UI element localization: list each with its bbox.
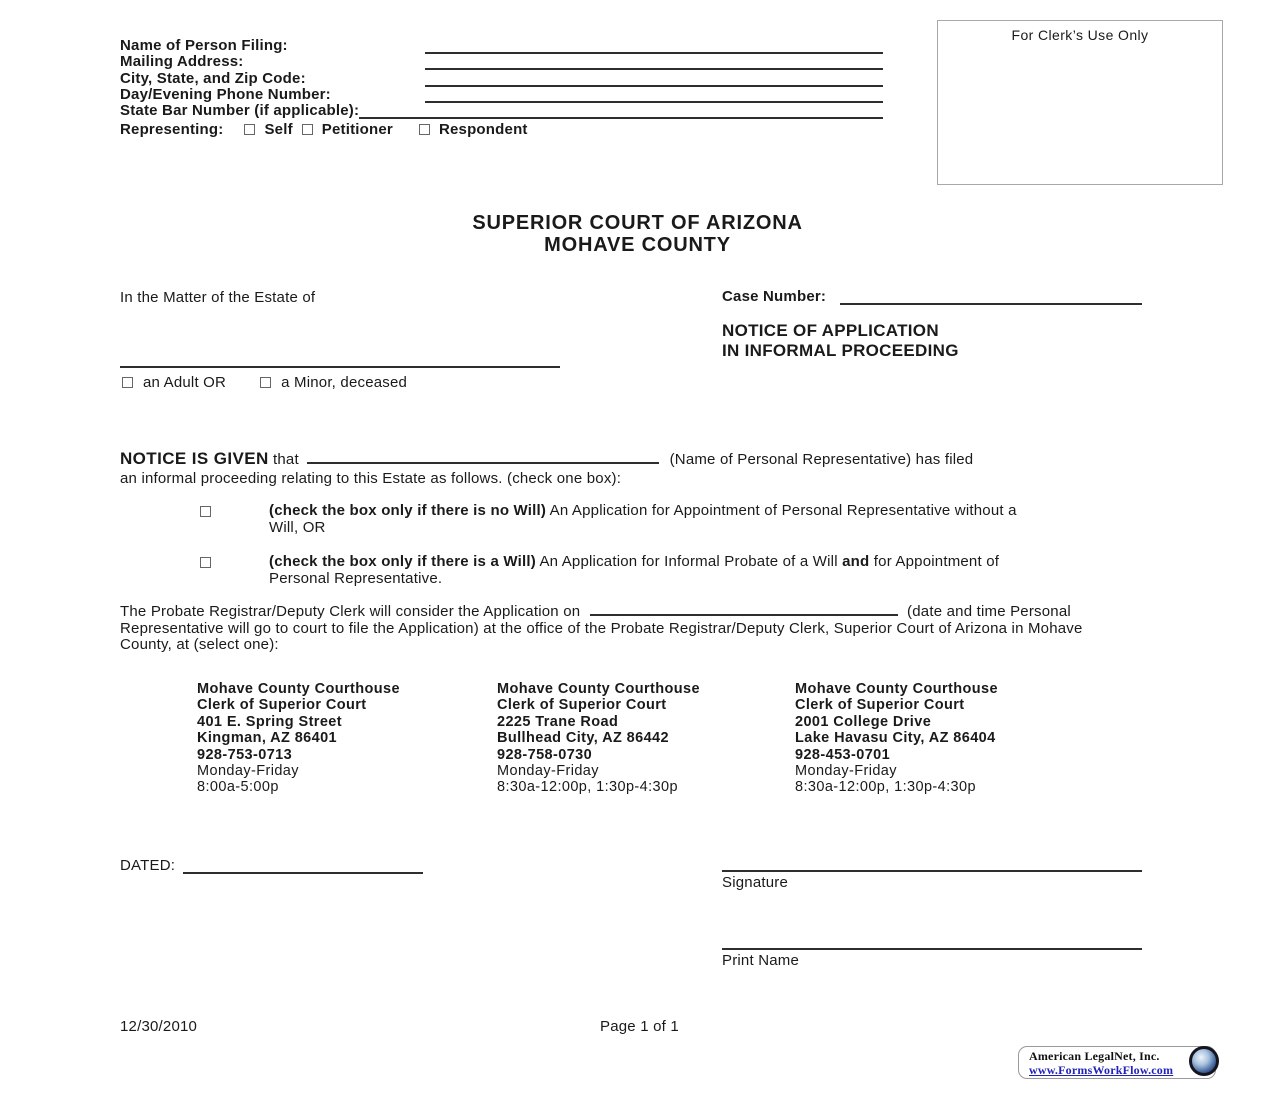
representing-self-label: Self <box>264 120 293 138</box>
courthouse-dept: Clerk of Superior Court <box>497 697 667 714</box>
footer-date: 12/30/2010 <box>120 1018 198 1035</box>
notice-line2: an informal proceeding relating to this Estate as follows. (check one box): <box>120 470 622 487</box>
clerk-use-box <box>937 20 1223 185</box>
signature-block <box>722 853 1142 891</box>
courthouse-dept: Clerk of Superior Court <box>795 697 965 714</box>
probate-paragraph <box>120 601 1136 654</box>
phone-number-label: Day/Evening Phone Number: <box>120 85 331 103</box>
minor-option-label: a Minor, deceased <box>281 374 408 391</box>
representing-respondent-label: Respondent <box>438 120 528 138</box>
notice-that: that <box>273 451 299 468</box>
field-row <box>120 103 883 119</box>
court-name: SUPERIOR COURT OF ARIZONA <box>472 212 803 234</box>
dated-row <box>120 857 423 874</box>
field-row <box>120 38 883 54</box>
state-bar-number-input[interactable] <box>359 103 883 119</box>
option-no-will-row <box>120 502 1029 536</box>
courthouse-name: Mohave County Courthouse <box>197 681 400 697</box>
courthouse-name: Mohave County Courthouse <box>497 681 700 697</box>
courthouse-street: 2225 Trane Road <box>497 713 619 730</box>
courthouse-street: 401 E. Spring Street <box>197 713 342 730</box>
field-row <box>120 70 883 86</box>
courthouse-dept: Clerk of Superior Court <box>197 697 367 714</box>
courthouse-days: Monday-Friday <box>497 763 599 780</box>
globe-icon <box>1189 1046 1219 1076</box>
dated-input[interactable] <box>183 858 423 874</box>
courthouse-bullhead <box>497 681 797 796</box>
brand-name: American LegalNet, Inc. <box>1029 1049 1160 1063</box>
document-title-line1: NOTICE OF APPLICATION <box>722 321 939 340</box>
representing-self-checkbox[interactable] <box>244 124 255 135</box>
case-number-input[interactable] <box>840 289 1142 305</box>
field-row <box>120 54 883 70</box>
case-number-label: Case Number: <box>722 288 827 305</box>
no-will-text: An Application for Appointment of Personal Representative without a Will, OR <box>269 502 1017 536</box>
decedent-name-input[interactable] <box>120 352 560 368</box>
courthouse-phone: 928-753-0713 <box>197 746 293 763</box>
print-name-label: Print Name <box>722 952 800 969</box>
no-will-bold-text: (check the box only if there is no Will) <box>269 502 547 519</box>
courthouse-city: Lake Havasu City, AZ 86404 <box>795 730 996 747</box>
option-will-row <box>120 553 1029 587</box>
case-number-row <box>722 288 1142 305</box>
courthouse-phone: 928-453-0701 <box>795 746 891 763</box>
probate-text-2: (date and time Personal Representative will go to court to file the Application) at the office of the Probate Registrar/Deputy Clerk, Superior Court of Arizona in Mohave County, at (select one): <box>120 603 1083 654</box>
representing-petitioner-label: Petitioner <box>321 120 393 138</box>
signature-label: Signature <box>722 874 789 891</box>
courthouse-hours: 8:30a-12:00p, 1:30p-4:30p <box>497 779 678 796</box>
personal-representative-name-input[interactable] <box>307 449 659 464</box>
print-name-input[interactable] <box>722 931 1142 950</box>
brand-url-link[interactable]: www.FormsWorkFlow.com <box>1029 1063 1174 1077</box>
will-text-2: for Appointment of Personal Representative. <box>269 553 1000 587</box>
minor-checkbox[interactable] <box>260 377 271 388</box>
mailing-address-label: Mailing Address: <box>120 53 244 71</box>
city-state-zip-label: City, State, and Zip Code: <box>120 69 306 87</box>
clerk-use-title: For Clerk’s Use Only <box>1011 27 1149 43</box>
representing-petitioner-checkbox[interactable] <box>302 124 313 135</box>
will-bold-text: (check the box only if there is a Will) <box>269 553 536 570</box>
probate-text-1: The Probate Registrar/Deputy Clerk will consider the Application on <box>120 603 581 620</box>
filing-info-block <box>120 38 883 138</box>
notice-after-blank: (Name of Personal Representative) has filed <box>669 451 974 468</box>
document-title <box>722 321 959 360</box>
american-legalnet-badge <box>1018 1046 1216 1079</box>
courthouse-kingman <box>197 681 497 796</box>
courthouse-name: Mohave County Courthouse <box>795 681 998 697</box>
representing-row <box>120 121 883 138</box>
courthouse-days: Monday-Friday <box>795 763 897 780</box>
no-will-checkbox[interactable] <box>200 506 211 517</box>
name-of-person-filing-input[interactable] <box>425 38 883 54</box>
adult-checkbox[interactable] <box>122 377 133 388</box>
representing-label: Representing: <box>120 120 224 138</box>
courthouse-street: 2001 College Drive <box>795 713 932 730</box>
courthouse-days: Monday-Friday <box>197 763 299 780</box>
notice-heading: NOTICE IS GIVEN <box>120 449 269 468</box>
courthouse-phone: 928-758-0730 <box>497 746 593 763</box>
courthouse-hours: 8:00a-5:00p <box>197 779 279 796</box>
courthouse-hours: 8:30a-12:00p, 1:30p-4:30p <box>795 779 976 796</box>
notice-paragraph <box>120 449 1168 488</box>
courthouse-lake-havasu <box>795 681 1095 796</box>
mailing-address-input[interactable] <box>425 54 883 70</box>
document-title-line2: IN INFORMAL PROCEEDING <box>722 340 959 360</box>
will-text-1: An Application for Informal Probate of a Will <box>539 553 838 570</box>
field-row <box>120 87 883 103</box>
dated-label: DATED: <box>120 857 176 874</box>
decedent-type-row <box>122 374 407 391</box>
courthouse-city: Bullhead City, AZ 86442 <box>497 730 669 747</box>
will-and-word: and <box>842 553 870 570</box>
county-name: MOHAVE COUNTY <box>544 234 731 256</box>
city-state-zip-input[interactable] <box>425 71 883 87</box>
phone-number-input[interactable] <box>425 87 883 103</box>
footer-page-number: Page 1 of 1 <box>600 1018 679 1035</box>
representing-respondent-checkbox[interactable] <box>419 124 430 135</box>
state-bar-number-label: State Bar Number (if applicable): <box>120 101 360 119</box>
court-header <box>0 212 1275 256</box>
signature-input[interactable] <box>722 853 1142 872</box>
name-of-person-filing-label: Name of Person Filing: <box>120 37 288 55</box>
print-name-block <box>722 931 1142 969</box>
courthouse-city: Kingman, AZ 86401 <box>197 730 338 747</box>
estate-matter-label: In the Matter of the Estate of <box>120 289 316 306</box>
will-checkbox[interactable] <box>200 557 211 568</box>
hearing-date-input[interactable] <box>590 601 898 616</box>
adult-option-label: an Adult OR <box>143 374 227 391</box>
